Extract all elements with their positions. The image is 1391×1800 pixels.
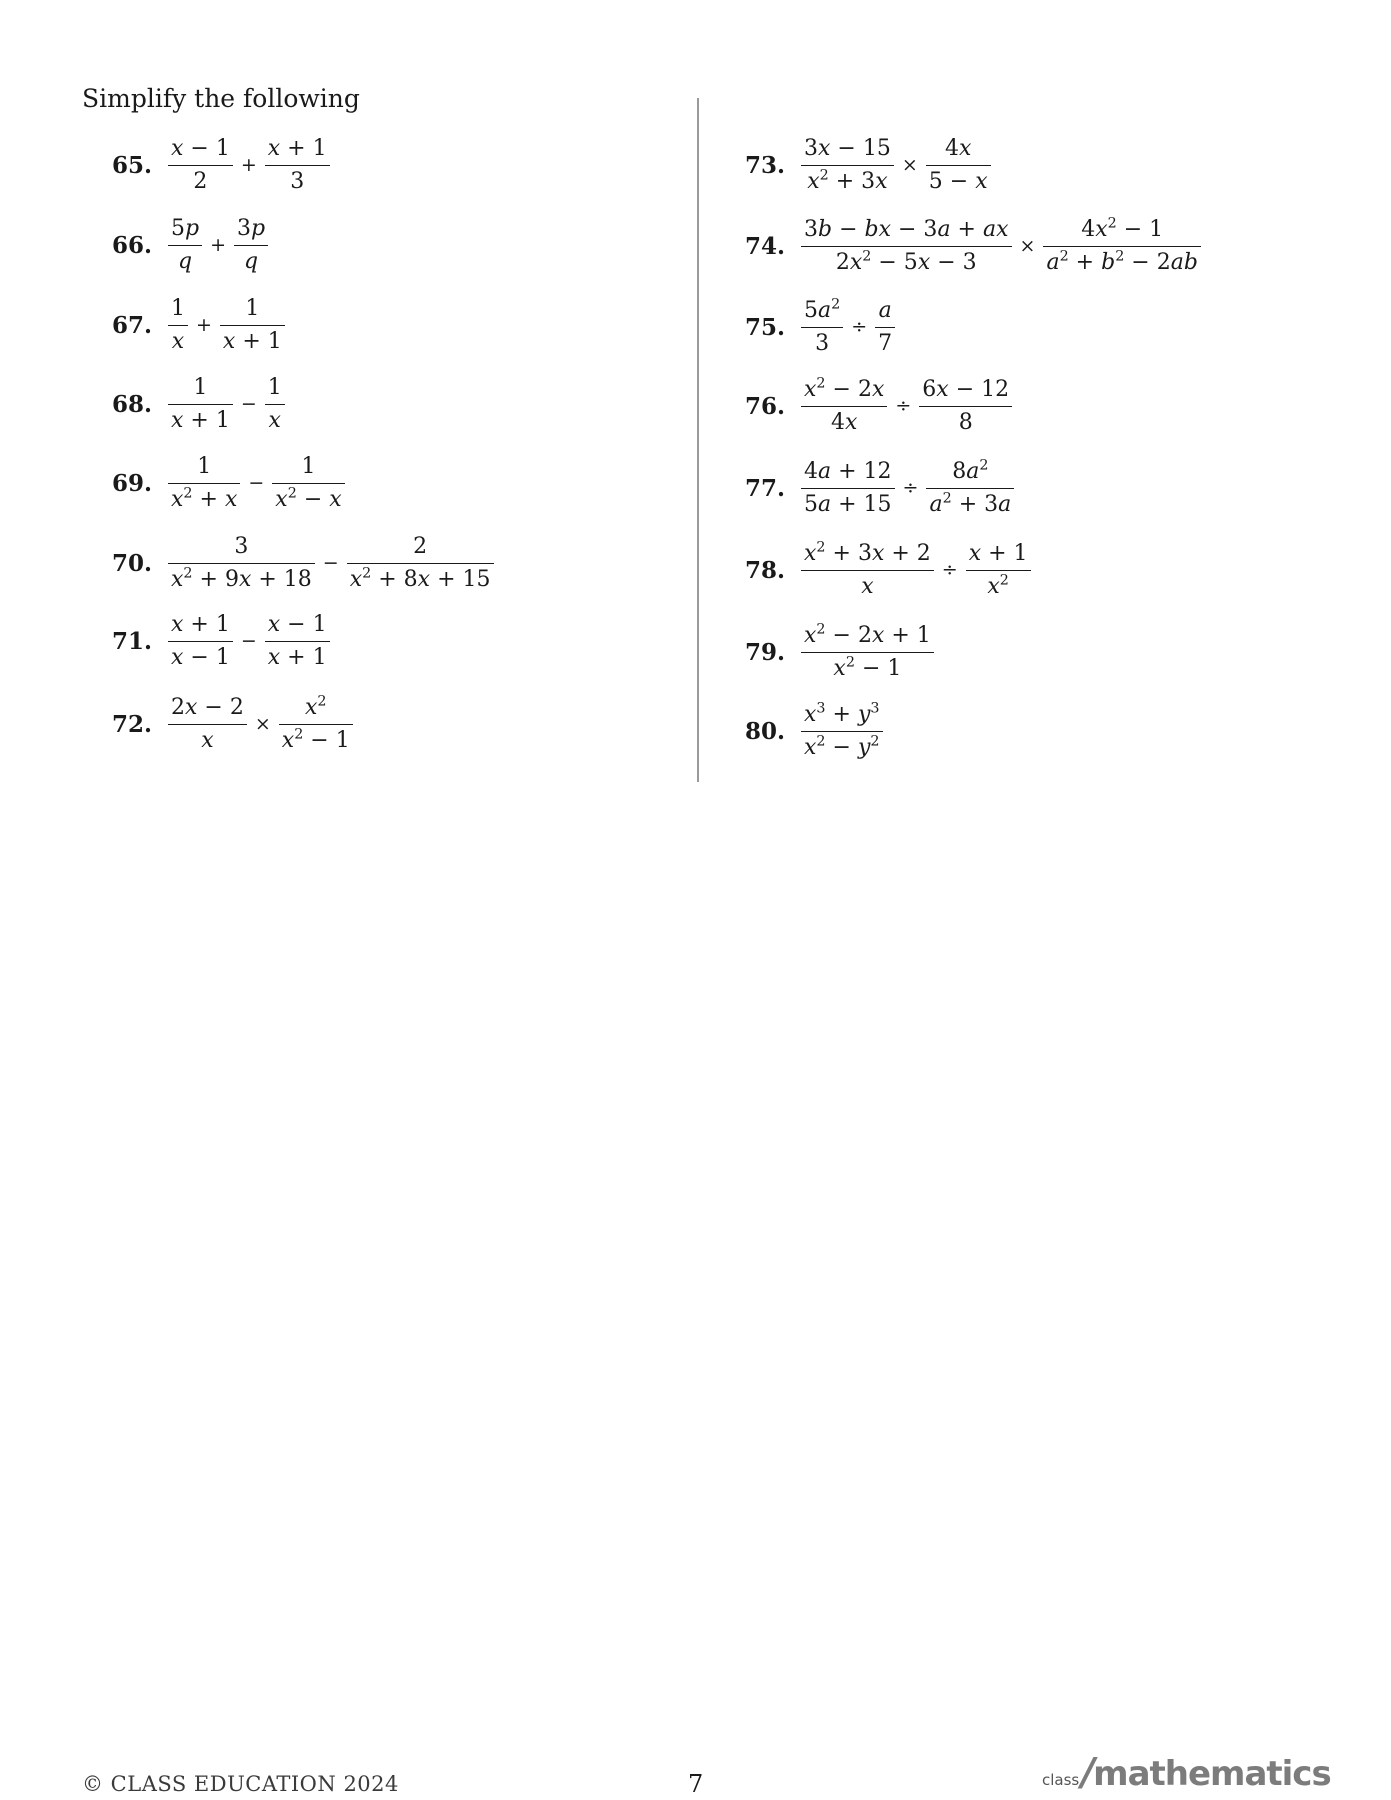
- operator: ÷: [941, 559, 958, 581]
- math-expression: [166, 216, 270, 274]
- problem-number: 75.: [745, 313, 786, 341]
- denominator: $x^2 - y^2$: [801, 731, 883, 760]
- problem-71: [112, 601, 332, 681]
- denominator: $a^2 + b^2 - 2ab$: [1043, 246, 1200, 275]
- math-expression: [799, 136, 993, 194]
- problem-66: [112, 205, 270, 285]
- fraction: [168, 695, 247, 753]
- fraction: [168, 375, 233, 433]
- numerator: $x^3 + y^3$: [804, 700, 880, 728]
- math-expression: [799, 298, 897, 356]
- numerator: 1: [197, 454, 212, 480]
- denominator: x + 1: [220, 325, 285, 354]
- problem-74: [745, 206, 1203, 286]
- denominator: x − 1: [168, 641, 233, 670]
- numerator: 2: [413, 534, 428, 560]
- operator: −: [248, 472, 265, 494]
- denominator: 3: [801, 327, 843, 356]
- numerator: 6x − 12: [922, 377, 1010, 403]
- operator: −: [322, 552, 339, 574]
- fraction: [801, 623, 934, 681]
- problem-number: 70.: [112, 549, 153, 577]
- denominator: $x^2 + 3x$: [801, 165, 894, 194]
- math-expression: [166, 296, 287, 354]
- numerator: 2x − 2: [171, 695, 244, 721]
- problem-79: [745, 612, 936, 692]
- math-expression: [166, 454, 347, 512]
- fraction: [926, 136, 991, 194]
- fraction: [966, 541, 1031, 599]
- math-expression: [799, 217, 1203, 275]
- denominator: $x^2 + 9x + 18$: [168, 563, 315, 592]
- fraction: [875, 298, 895, 356]
- problem-80: [745, 691, 885, 771]
- numerator: 3p: [237, 216, 266, 242]
- problem-72: [112, 684, 355, 764]
- logo-slash-mark: /: [1081, 1750, 1096, 1794]
- column-divider: [697, 98, 699, 782]
- problem-number: 73.: [745, 151, 786, 179]
- fraction: [801, 217, 1012, 275]
- denominator: 5a + 15: [801, 488, 895, 517]
- fraction: [801, 702, 883, 760]
- numerator: a: [878, 298, 892, 324]
- problem-65: [112, 125, 332, 205]
- numerator: x + 1: [171, 612, 230, 638]
- fraction: [919, 377, 1012, 435]
- operator: ÷: [902, 477, 919, 499]
- numerator: 4x: [944, 136, 972, 162]
- denominator: 2: [168, 165, 233, 194]
- numerator: $x^2 - 2x + 1$: [804, 621, 931, 649]
- problem-73: [745, 125, 993, 205]
- denominator: 7: [875, 327, 895, 356]
- math-expression: [799, 459, 1016, 517]
- numerator: 1: [245, 296, 260, 322]
- numerator: $5a^2$: [804, 296, 841, 324]
- problem-75: [745, 287, 897, 367]
- denominator: x: [265, 404, 285, 433]
- logo-small-text: class: [1042, 1771, 1080, 1789]
- denominator: $x^2 - x$: [272, 483, 344, 512]
- logo-big-text: mathematics: [1093, 1754, 1331, 1794]
- fraction: [168, 454, 240, 512]
- denominator: $2x^2 - 5x - 3$: [801, 246, 1012, 275]
- operator: −: [240, 630, 257, 652]
- fraction: [272, 454, 344, 512]
- problem-number: 66.: [112, 231, 153, 259]
- fraction: [234, 216, 268, 274]
- denominator: $a^2 + 3a$: [926, 488, 1014, 517]
- math-expression: [166, 612, 332, 670]
- operator: ×: [254, 713, 271, 735]
- fraction: [279, 695, 353, 753]
- numerator: x − 1: [267, 612, 327, 638]
- problem-number: 80.: [745, 717, 786, 745]
- denominator: $x^2 - 1$: [279, 724, 353, 753]
- numerator: 1: [301, 454, 316, 480]
- class-mathematics-logo: [1042, 1750, 1331, 1794]
- fraction: [801, 541, 934, 599]
- operator: ×: [1019, 235, 1036, 257]
- problem-number: 74.: [745, 232, 786, 260]
- denominator: q: [234, 245, 268, 274]
- operator: +: [240, 154, 257, 176]
- numerator: 5p: [171, 216, 200, 242]
- problem-number: 71.: [112, 627, 153, 655]
- operator: ÷: [895, 395, 912, 417]
- problem-number: 78.: [745, 556, 786, 584]
- math-expression: [799, 623, 936, 681]
- problem-number: 79.: [745, 638, 786, 666]
- denominator: x + 1: [265, 641, 330, 670]
- page-number: 7: [688, 1770, 704, 1798]
- fraction: [168, 612, 233, 670]
- denominator: x + 1: [168, 404, 233, 433]
- numerator: 3: [234, 534, 249, 560]
- problem-number: 72.: [112, 710, 153, 738]
- problem-78: [745, 530, 1033, 610]
- math-expression: [799, 541, 1033, 599]
- numerator: 1: [267, 375, 282, 401]
- problem-number: 65.: [112, 151, 153, 179]
- denominator: 8: [919, 406, 1012, 435]
- denominator: 5 − x: [926, 165, 991, 194]
- fraction: [801, 377, 887, 435]
- problem-67: [112, 285, 287, 365]
- problem-76: [745, 366, 1014, 446]
- numerator: 3x − 15: [804, 136, 891, 162]
- fraction: [168, 296, 188, 354]
- fraction: [265, 375, 285, 433]
- fraction: [1043, 217, 1200, 275]
- denominator: $x^2$: [966, 570, 1031, 599]
- instruction-heading: Simplify the following: [82, 84, 360, 113]
- problem-77: [745, 448, 1016, 528]
- math-expression: [166, 534, 496, 592]
- denominator: 4x: [801, 406, 887, 435]
- footer-copyright: © CLASS EDUCATION 2024: [82, 1772, 399, 1796]
- numerator: $x^2$: [304, 693, 327, 721]
- numerator: 1: [193, 375, 208, 401]
- fraction: [347, 534, 494, 592]
- operator: −: [240, 393, 257, 415]
- problem-number: 68.: [112, 390, 153, 418]
- denominator: $x^2 - 1$: [801, 652, 934, 681]
- fraction: [168, 216, 202, 274]
- math-expression: [799, 702, 885, 760]
- problem-number: 67.: [112, 311, 153, 339]
- numerator: $8a^2$: [952, 457, 989, 485]
- denominator: x: [801, 570, 934, 599]
- numerator: x + 1: [968, 541, 1028, 567]
- fraction: [265, 612, 330, 670]
- problem-number: 69.: [112, 469, 153, 497]
- denominator: x: [168, 325, 188, 354]
- problem-70: [112, 523, 496, 603]
- numerator: $x^2 + 3x + 2$: [804, 539, 931, 567]
- fraction: [801, 136, 894, 194]
- denominator: x: [168, 724, 247, 753]
- problem-number: 77.: [745, 474, 786, 502]
- denominator: $x^2 + 8x + 15$: [347, 563, 494, 592]
- numerator: 4a + 12: [804, 459, 892, 485]
- numerator: 3b − bx − 3a + ax: [804, 217, 1009, 243]
- operator: +: [210, 234, 227, 256]
- math-expression: [166, 695, 355, 753]
- numerator: $x^2 - 2x$: [804, 375, 885, 403]
- problem-number: 76.: [745, 392, 786, 420]
- fraction: [168, 534, 315, 592]
- operator: ×: [901, 154, 918, 176]
- math-expression: [166, 375, 287, 433]
- math-expression: [799, 377, 1014, 435]
- denominator: 3: [265, 165, 330, 194]
- math-expression: [166, 136, 332, 194]
- fraction: [168, 136, 233, 194]
- fraction: [801, 298, 843, 356]
- operator: +: [196, 314, 212, 336]
- denominator: q: [168, 245, 202, 274]
- numerator: x − 1: [171, 136, 230, 162]
- fraction: [926, 459, 1014, 517]
- fraction: [801, 459, 895, 517]
- denominator: $x^2 + x$: [168, 483, 240, 512]
- numerator: x + 1: [267, 136, 327, 162]
- numerator: 1: [171, 296, 185, 322]
- fraction: [220, 296, 285, 354]
- numerator: $4x^2 - 1$: [1081, 215, 1164, 243]
- problem-69: [112, 443, 347, 523]
- operator: ÷: [851, 316, 868, 338]
- problem-68: [112, 364, 287, 444]
- fraction: [265, 136, 330, 194]
